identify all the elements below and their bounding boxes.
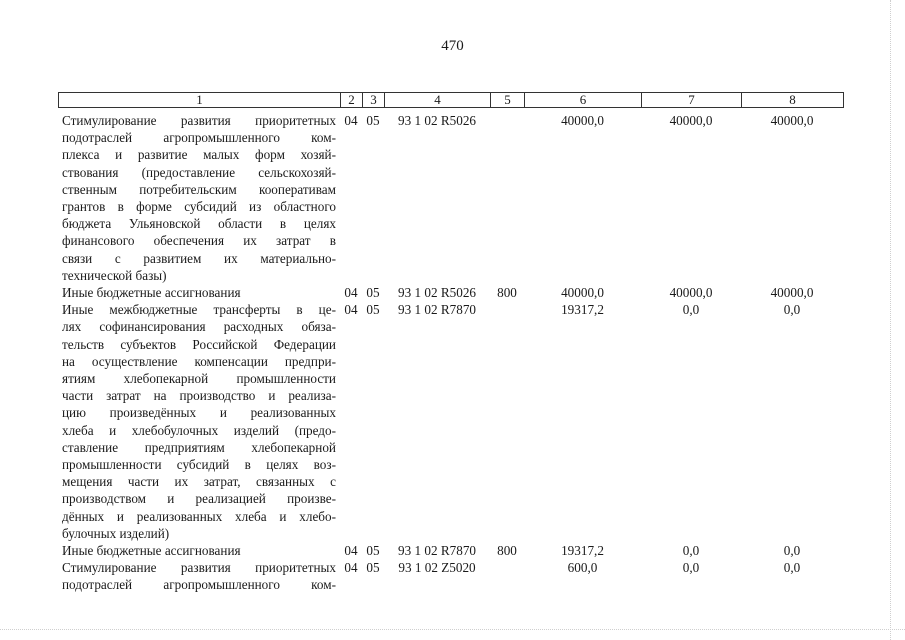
description-line: производством и реализацией произве-: [62, 491, 336, 507]
scan-edge: [0, 628, 905, 630]
column-header-3: 3: [363, 93, 385, 108]
description-line: финансового обеспечения их затрат в: [62, 233, 336, 249]
amount-col-8: 40000,0: [770, 113, 814, 128]
amount-col-8: 0,0: [783, 560, 801, 576]
subsection-code: 05: [366, 113, 380, 128]
table-row: [58, 112, 843, 284]
expense-type-code: 800: [497, 543, 517, 559]
table-row: [58, 542, 843, 559]
column-header-5: 5: [491, 93, 525, 108]
description-line: части затрат на производство и реализа-: [62, 388, 336, 404]
section-code: 04: [344, 302, 358, 318]
budget-table-body: [58, 112, 843, 594]
description-line: ствования (предоставление сельскохозяй-: [62, 164, 336, 180]
description-line: Иные бюджетные ассигнования: [62, 543, 241, 559]
description-line: ставление предприятиям хлебопекарной: [62, 439, 336, 455]
description-line: тельств субъектов Российской Федерации: [62, 336, 336, 352]
description-line: ятиям хлебопекарной промышленности: [62, 371, 336, 387]
table-row: [58, 284, 843, 301]
section-code: 04: [344, 560, 358, 576]
amount-col-7: 0,0: [682, 560, 700, 576]
page-number: 470: [441, 38, 464, 54]
description-line: связи с развитием их материально-: [62, 250, 336, 266]
subsection-code: 05: [366, 302, 380, 318]
table-row: [58, 559, 843, 593]
subsection-code: 05: [366, 543, 380, 559]
amount-col-7: 0,0: [682, 302, 700, 318]
description-line: лях софинансирования расходных обяза-: [62, 319, 336, 335]
amount-col-7: 40000,0: [669, 285, 713, 301]
description-line: цию произведённых и реализованных: [62, 405, 336, 421]
description-line: бюджета Ульяновской области в целях: [62, 216, 336, 232]
row-description: [58, 284, 340, 301]
scan-edge: [889, 0, 891, 640]
description-line: Стимулирование развития приоритетных: [62, 113, 336, 128]
description-line: на осуществление компенсации предпри-: [62, 353, 336, 369]
target-article-code: 93 1 02 R5026: [397, 285, 477, 301]
target-article-code: 93 1 02 Z5020: [398, 560, 476, 576]
amount-col-6: 600,0: [567, 560, 598, 576]
amount-col-7: 0,0: [682, 543, 700, 559]
description-line: хлеба и хлебобулочных изделий (предо-: [62, 422, 336, 438]
amount-col-6: 40000,0: [561, 113, 604, 128]
section-code: 04: [344, 285, 358, 301]
description-line: подотраслей агропромышленного ком-: [62, 577, 336, 593]
target-article-code: 93 1 02 R7870: [397, 543, 477, 559]
column-header-1: 1: [59, 93, 341, 108]
subsection-code: 05: [366, 560, 380, 576]
target-article-code: 93 1 02 R7870: [397, 302, 477, 318]
section-code: 04: [344, 113, 358, 128]
target-article-code: 93 1 02 R5026: [397, 113, 477, 128]
column-header-4: 4: [385, 93, 491, 108]
amount-col-6: 19317,2: [561, 302, 604, 318]
column-header-2: 2: [341, 93, 363, 108]
row-description: [58, 542, 340, 559]
amount-col-6: 40000,0: [561, 285, 604, 301]
subsection-code: 05: [366, 285, 380, 301]
description-line: плекса и развитие малых форм хозяй-: [62, 147, 336, 163]
column-header-7: 7: [642, 93, 742, 108]
description-line: промышленности субсидий в целях воз-: [62, 457, 336, 473]
column-header-8: 8: [742, 93, 844, 108]
table-row: [58, 301, 843, 542]
description-line: ственным потребительским кооперативам: [62, 181, 336, 197]
expense-type-code: 800: [497, 285, 517, 301]
column-header-6: 6: [525, 93, 642, 108]
amount-col-7: 40000,0: [669, 113, 713, 128]
amount-col-8: 40000,0: [770, 285, 814, 301]
description-line: Иные бюджетные ассигнования: [62, 285, 241, 301]
description-line: мещения части их затрат, связанных с: [62, 474, 336, 490]
row-description: [58, 301, 340, 542]
row-description: [58, 559, 340, 593]
description-line: дённых и реализованных хлеба и хлебо-: [62, 508, 336, 524]
section-code: 04: [344, 543, 358, 559]
description-line: подотраслей агропромышленного ком-: [62, 130, 336, 146]
description-line: булочных изделий): [62, 525, 170, 541]
amount-col-8: 0,0: [783, 302, 801, 318]
row-description: [58, 112, 340, 284]
description-line: Стимулирование развития приоритетных: [62, 560, 336, 576]
amount-col-8: 0,0: [783, 543, 801, 559]
description-line: Иные межбюджетные трансферты в це-: [62, 302, 336, 318]
description-line: технической базы): [62, 267, 167, 283]
column-header-row: [58, 92, 844, 108]
amount-col-6: 19317,2: [561, 543, 604, 559]
description-line: грантов в форме субсидий из областного: [62, 199, 336, 215]
